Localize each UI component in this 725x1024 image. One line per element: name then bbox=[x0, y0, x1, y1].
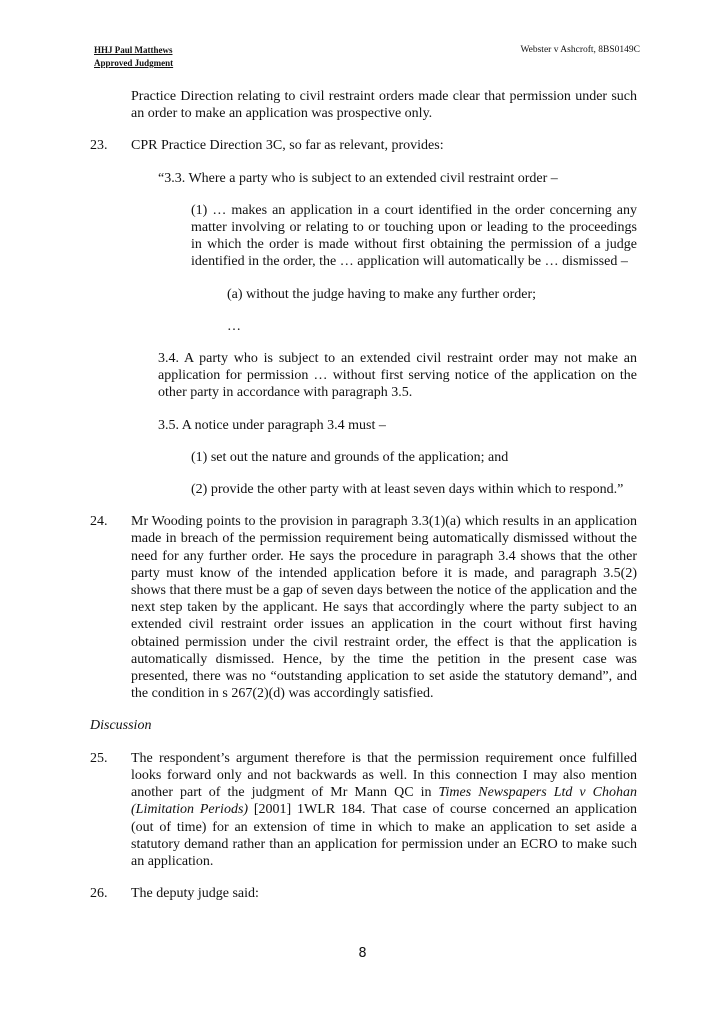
paragraph-text bbox=[131, 750, 637, 870]
paragraph-text: Mr Wooding points to the provision in paragraph 3.3(1)(a) which results in an application made in breach of the permission requirement being automatically dismissed without the need for any further order. He says the procedure in paragraph 3.4 shows that the other party must know of the intended application before it is made, and paragraph 3.5(2) shows that there must be a gap of seven days between the notice of the application and the next step taken by the applicant. He says that accordingly where the party subject to an extended civil restraint order issues an application in the court without first having obtained permission under the civil restraint order, the effect is that the application is automatically dismissed. Hence, by the time the petition in the present case was presented, there was no “outstanding application to set aside the statutory demand”, and the condition in s 267(2)(d) was accordingly satisfied. bbox=[131, 514, 637, 702]
text-segment: [2001] 1WLR 184. That case of course concerned an application (out of time) for an extension of time in which to make an application to set aside a statutory demand rather than an application for permission under an ECRO to make such an application. bbox=[131, 802, 637, 869]
paragraph-23 bbox=[90, 137, 637, 154]
case-reference: Webster v Ashcroft, 8BS0149C bbox=[520, 45, 640, 55]
paragraph-number: 23. bbox=[90, 138, 108, 154]
quote-3-5-1: (1) set out the nature and grounds of the application; and bbox=[191, 449, 509, 465]
quote-3-5-2: (2) provide the other party with at least seven days within which to respond.” bbox=[191, 482, 624, 498]
paragraph-24 bbox=[90, 513, 637, 702]
judgment-type: Approved Judgment bbox=[94, 58, 174, 68]
case-citation: Times Newspapers Ltd v Chohan (Limitation Periods) bbox=[131, 785, 638, 818]
paragraph-number: 25. bbox=[90, 750, 108, 766]
page-number: 8 bbox=[358, 946, 367, 961]
paragraph-26 bbox=[90, 885, 637, 902]
paragraph-text: The deputy judge said: bbox=[131, 886, 259, 902]
continued-paragraph: Practice Direction relating to civil restraint orders made clear that permission under such an order to make an application was prospective only. bbox=[131, 89, 637, 122]
paragraph-number: 26. bbox=[90, 886, 108, 902]
quote-3-5: 3.5. A notice under paragraph 3.4 must – bbox=[158, 417, 386, 433]
text-segment: The respondent’s argument therefore is that the permission requirement once fulfilled looks forward only and not backwards as well. In this connection I may also mention another part of the judgment of Mr Mann QC in bbox=[131, 750, 637, 801]
quote-ellipsis: … bbox=[227, 318, 241, 334]
quote-3-3: “3.3. Where a party who is subject to an extended civil restraint order – bbox=[158, 170, 558, 186]
paragraph-number: 24. bbox=[90, 514, 108, 530]
document-body bbox=[90, 88, 637, 902]
judge-name: HHJ Paul Matthews bbox=[94, 45, 173, 55]
quote-3-3-1: (1) … makes an application in a court identified in the order concerning any matter involving or relating to or touching upon or leading to the proceedings in which the order is made without first obtaining the permission of a judge identified in the order, the … application will automatically be … dismissed – bbox=[191, 202, 637, 270]
section-heading: Discussion bbox=[90, 718, 152, 734]
paragraph-text: CPR Practice Direction 3C, so far as relevant, provides: bbox=[131, 138, 444, 154]
quote-3-3-1-a: (a) without the judge having to make any further order; bbox=[227, 286, 537, 302]
quote-3-4: 3.4. A party who is subject to an extended civil restraint order may not make an application for permission … without first serving notice of the application on the other party in accordance with paragraph 3.5. bbox=[158, 351, 637, 401]
page-header-left bbox=[94, 44, 173, 70]
paragraph-25 bbox=[90, 750, 638, 870]
